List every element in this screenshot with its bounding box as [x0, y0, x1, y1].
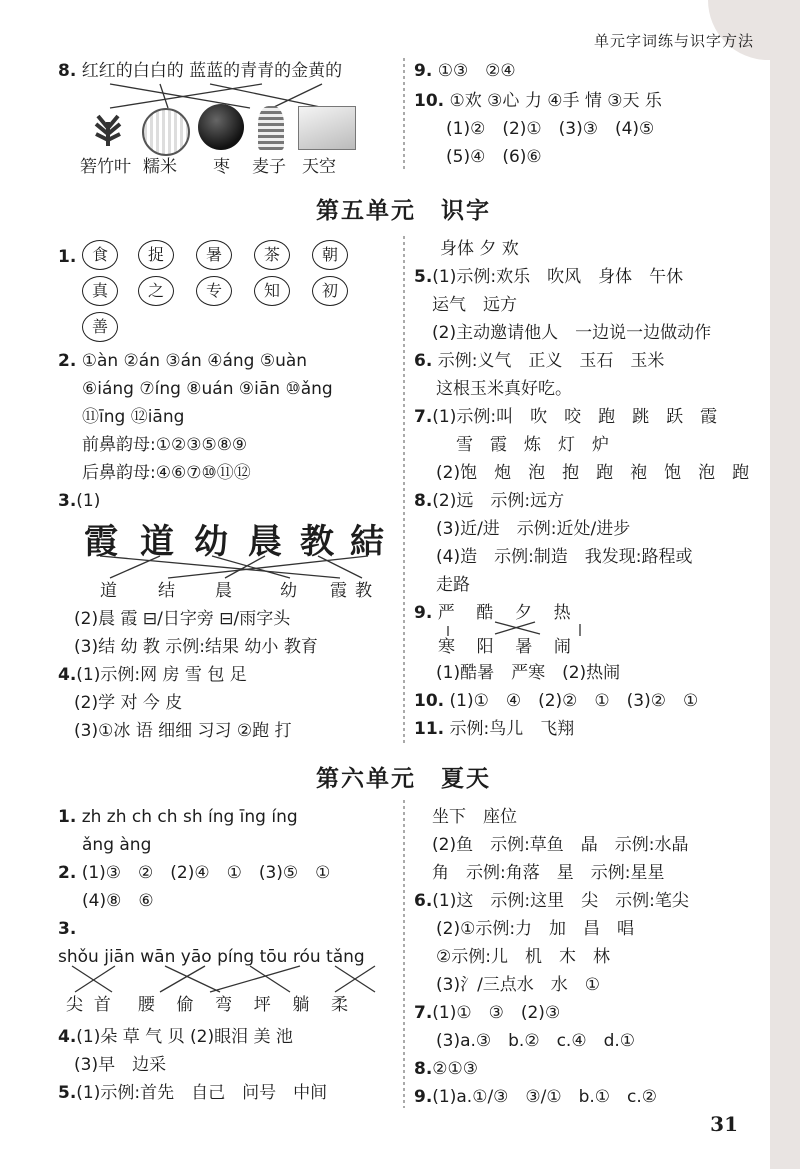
u5-q3-l3: (3)结 幼 教 示例:结果 幼小 教育	[74, 637, 318, 657]
rice-bowl-icon	[142, 108, 190, 156]
u5-q5-l1: 5.(1)示例:欢乐 吹风 身体 午休	[414, 267, 684, 287]
u5-q2-l3: ⑪īng ⑫iāng	[82, 407, 185, 427]
u5-q2-l2: ⑥iáng ⑦íng ⑧uán ⑨iān ⑩ǎng	[82, 379, 333, 399]
q10-top-l3: (5)④ (6)⑥	[446, 147, 542, 167]
wheat-icon	[258, 106, 284, 150]
u6-q3-pinyin: shǒu jiān wān yāo píng tōu róu tǎng	[58, 947, 365, 967]
u5-q3-l1: 3.(1)	[58, 491, 101, 511]
u6-q3-num: 3.	[58, 919, 77, 939]
bamboo-leaf-icon	[90, 112, 126, 148]
u5-q3-mod-3: 幼	[280, 581, 297, 601]
u5-q1-num: 1.	[58, 247, 77, 267]
u5-q4-l2: (2)学 对 今 皮	[74, 693, 183, 713]
u5-q3-mod-1: 结	[158, 581, 175, 601]
q10-top-l1: 10. ①欢 ③心 力 ④手 情 ③天 乐	[414, 91, 662, 111]
u5-q8-l4: 走路	[436, 575, 470, 595]
page-header: 单元字词练与识字方法	[593, 32, 754, 50]
u5-q3-mod-4: 霞	[330, 581, 347, 601]
u5-q9-top: 9. 严 酷 夕 热	[414, 603, 571, 623]
u6-q4-l2: (3)早 边采	[74, 1055, 167, 1075]
u6-q2-l2: (4)⑧ ⑥	[82, 891, 154, 911]
u6-q1-l2: ǎng àng	[82, 835, 152, 855]
u5-q5-l2: 运气 远方	[432, 295, 517, 315]
u5-q8-l3: (4)造 示例:制造 我发现:路程或	[436, 547, 693, 567]
u6-q9: 9.(1)a.①/③ ③/① b.① c.②	[414, 1087, 658, 1107]
q8-top: 8. 红红的白白的 蓝蓝的青青的金黄的	[58, 61, 343, 81]
u5-q1-circle-1: 捉	[138, 240, 174, 270]
q9-top: 9. ①③ ②④	[414, 61, 516, 81]
q8-item-3: 麦子	[252, 157, 286, 177]
u6-q6-l3: ②示例:儿 机 木 林	[436, 947, 610, 967]
u5-q5-l3: (2)主动邀请他人 一边说一边做动作	[432, 323, 712, 343]
u5-q9-l2: (1)酷暑 严寒 (2)热闹	[436, 663, 621, 683]
u6-q1-l1: 1. zh zh ch ch sh íng īng íng	[58, 807, 298, 827]
u5-q3-old-5: 結	[350, 522, 384, 562]
q8-item-1: 糯米	[143, 157, 177, 177]
u5-q7-l1: 7.(1)示例:叫 吹 咬 跑 跳 跃 霞	[414, 407, 718, 427]
u5-q2-l4: 前鼻韵母:①②③⑤⑧⑨	[82, 435, 248, 455]
u5-q3-old-0: 霞	[84, 522, 118, 562]
u5-q8-l1: 8.(2)远 示例:远方	[414, 491, 565, 511]
u5-q10: 10. (1)① ④ (2)② ① (3)② ①	[414, 691, 699, 711]
u6-q6-l1: 6.(1)这 示例:这里 尖 示例:笔尖	[414, 891, 689, 911]
sky-icon	[298, 106, 356, 150]
jujube-icon	[198, 104, 244, 150]
q8-item-2: 枣	[213, 157, 230, 177]
u5-q3-old-3: 晨	[248, 522, 282, 562]
u6-q6-l4: (3)氵/三点水 水 ①	[436, 975, 601, 995]
u5-q3-old-4: 教	[300, 522, 334, 562]
u5-q7-l3: (2)饱 炮 泡 抱 跑 袍 饱 泡 跑	[436, 463, 750, 483]
unit5-title: 第五单元 识字	[316, 198, 491, 224]
u5-q3-mod-5: 教	[355, 581, 372, 601]
u5-q8-l2: (3)近/进 示例:近处/进步	[436, 519, 631, 539]
u6-q6-l2: (2)①示例:力 加 昌 唱	[436, 919, 635, 939]
u5-q1-circle-6: 之	[138, 276, 174, 306]
u5-q3-l2: (2)晨 霞 ⊟/日字旁 ⊟/雨字头	[74, 609, 291, 629]
u6-q3-chars: 尖 首 腰 偷 弯 坪 躺 柔	[66, 995, 348, 1015]
u6-r0: 坐下 座位	[432, 807, 517, 827]
u6-q4-l1: 4.(1)朵 草 气 贝 (2)眼泪 美 池	[58, 1027, 293, 1047]
u6-q5-l1: 5.(1)示例:首先 自己 问号 中间	[58, 1083, 328, 1103]
u5-q9-bottom: 寒 阳 暑 闹	[438, 637, 571, 657]
u5-q1-circle-4: 朝	[312, 240, 348, 270]
u5-q11: 11. 示例:鸟儿 飞翔	[414, 719, 575, 739]
u6-r2: 角 示例:角落 星 示例:星星	[432, 863, 665, 883]
u6-q2-l1: 2. (1)③ ② (2)④ ① (3)⑤ ①	[58, 863, 331, 883]
u5-q3-mod-2: 晨	[215, 581, 232, 601]
u5-q4-l3: (3)①冰 语 细细 习习 ②跑 打	[74, 721, 292, 741]
u5-q1-circle-5: 真	[82, 276, 118, 306]
q10-top-l2: (1)② (2)① (3)③ (4)⑤	[446, 119, 655, 139]
u5-q2-l5: 后鼻韵母:④⑥⑦⑩⑪⑫	[82, 463, 251, 483]
u6-q8: 8.②①③	[414, 1059, 479, 1079]
u5-q1-circle-0: 食	[82, 240, 118, 270]
u5-q1-circle-8: 知	[254, 276, 290, 306]
u5-q1-circle-9: 初	[312, 276, 348, 306]
u6-q7-l1: 7.(1)① ③ (2)③	[414, 1003, 561, 1023]
q8-item-0: 箬竹叶	[80, 157, 131, 177]
u5-q1-circle-7: 专	[196, 276, 232, 306]
u5-q1-circle-2: 暑	[196, 240, 232, 270]
u6-r1: (2)鱼 示例:草鱼 晶 示例:水晶	[432, 835, 689, 855]
u5-q6-l2: 这根玉米真好吃。	[436, 379, 572, 399]
u6-q7-l2: (3)a.③ b.② c.④ d.①	[436, 1031, 636, 1051]
u5-q1-circle-10: 善	[82, 312, 118, 342]
unit6-title: 第六单元 夏天	[316, 766, 491, 792]
u5-q7-l2: 雪 霞 炼 灯 炉	[456, 435, 609, 455]
u5-q3-old-1: 道	[140, 522, 174, 562]
u5-q2-l1: 2. ①àn ②án ③án ④áng ⑤uàn	[58, 351, 308, 371]
u5-q3-mod-0: 道	[100, 581, 117, 601]
u5-q6-l1: 6. 示例:义气 正义 玉石 玉米	[414, 351, 665, 371]
u5-q4-l1: 4.(1)示例:网 房 雪 包 足	[58, 665, 247, 685]
u5-q3-old-2: 幼	[194, 522, 228, 562]
page-number: 31	[710, 1112, 738, 1136]
u5-r0: 身体 夕 欢	[440, 239, 519, 259]
q8-item-4: 天空	[302, 157, 336, 177]
u5-q1-circle-3: 茶	[254, 240, 290, 270]
